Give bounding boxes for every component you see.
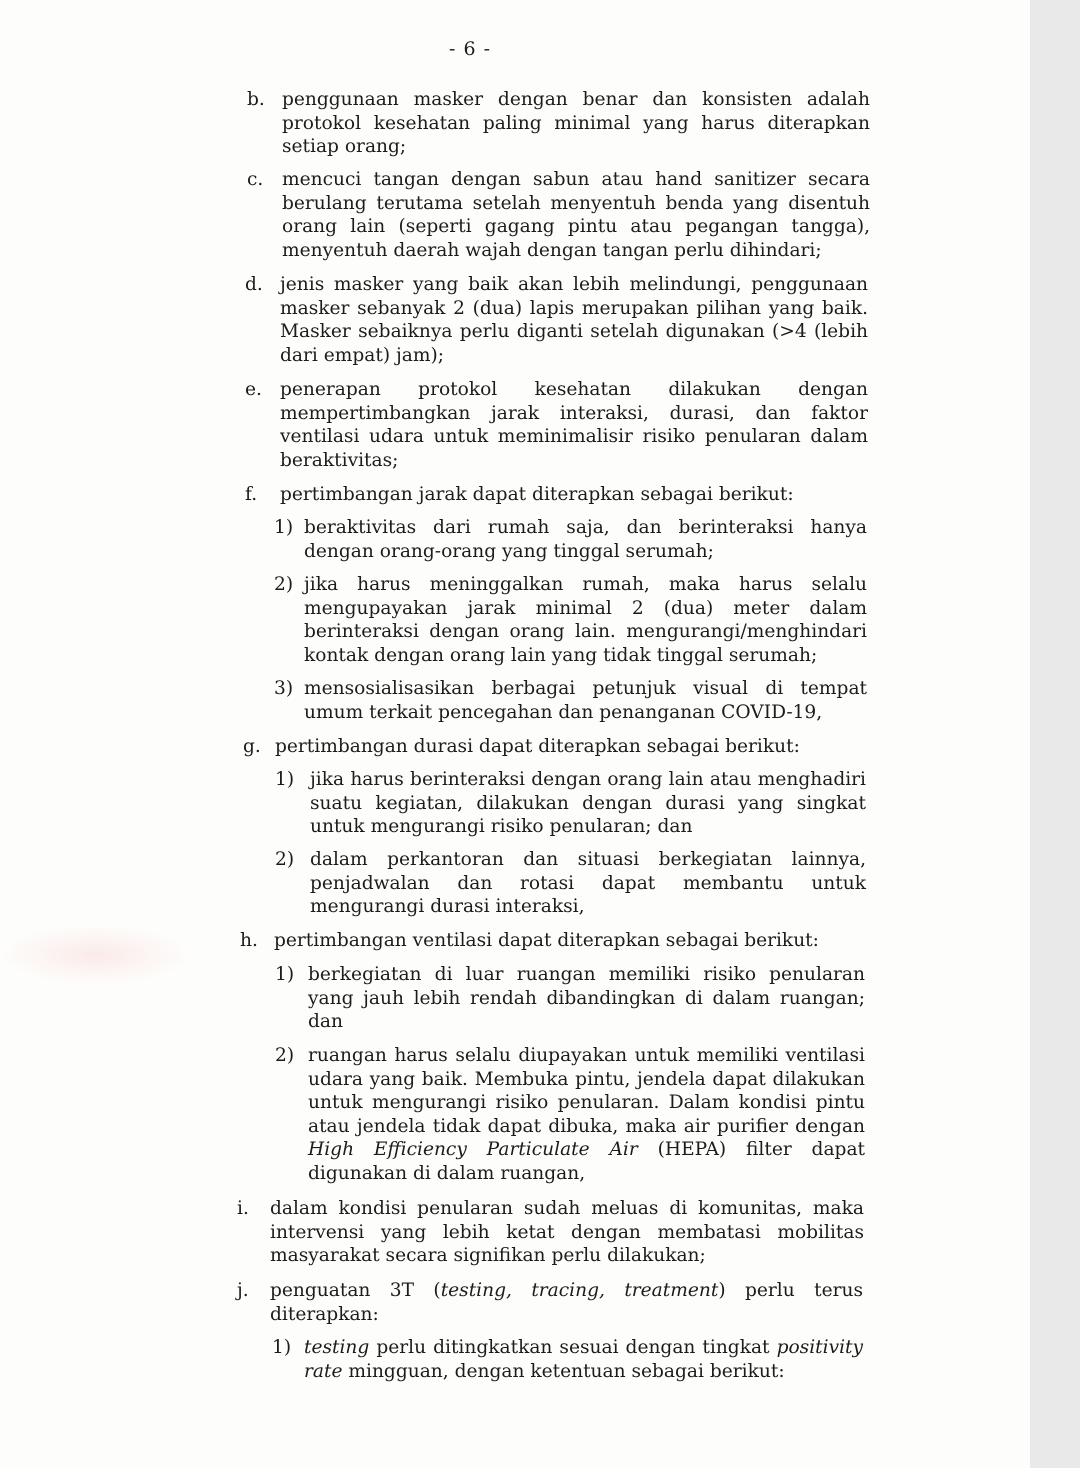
sub-item-text-italic: High Efficiency Particulate Air <box>308 1139 638 1160</box>
sub-item-f-2 <box>274 573 867 667</box>
sub-item-text-before: ruangan harus selalu diupayakan untuk memiliki ventilasi udara yang baik. Membuka pintu, jendela dapat dilakukan untuk mengurangi risiko penularan. Dalam kondisi pintu atau jendela tidak dapat dibuka, maka air purifier dengan <box>308 1045 865 1137</box>
item-text: jenis masker yang baik akan lebih melindungi, penggunaan masker sebanyak 2 (dua) lapis merupakan pilihan yang baik. Masker sebaiknya perlu diganti setelah digunakan (>4 (lebih dari empat) jam); <box>280 274 868 366</box>
item-marker: i. <box>237 1198 249 1219</box>
sub-item-italic-testing: testing <box>304 1337 370 1358</box>
sub-item-text: mensosialisasikan berbagai petunjuk visual di tempat umum terkait pencegahan dan penanganan COVID-19, <box>304 678 867 723</box>
sub-item-text-part-2: mingguan, dengan ketentuan sebagai berikut: <box>348 1360 785 1382</box>
list-item-c <box>247 168 870 262</box>
sub-item-text: beraktivitas dari rumah saja, dan berinteraksi hanya dengan orang-orang yang tinggal serumah; <box>304 517 867 562</box>
item-marker: g. <box>243 736 261 757</box>
sub-item-marker: 1) <box>275 964 295 985</box>
item-text: pertimbangan durasi dapat diterapkan sebagai berikut: <box>275 736 800 757</box>
item-marker: c. <box>247 169 264 190</box>
item-text: penggunaan masker dengan benar dan konsisten adalah protokol kesehatan paling minimal yang harus diterapkan setiap orang; <box>282 89 870 157</box>
item-text-after: ) perlu terus diterapkan: <box>270 1280 863 1325</box>
item-text: penerapan protokol kesehatan dilakukan dengan mempertimbangkan jarak interaksi, durasi, dan faktor ventilasi udara untuk meminimalisir risiko penularan dalam beraktivitas; <box>280 379 868 471</box>
sub-item-h-1 <box>275 963 865 1034</box>
sub-item-marker: 2) <box>275 849 295 870</box>
sub-item-text: jika harus meninggalkan rumah, maka harus selalu mengupayakan jarak minimal 2 (dua) meter dalam berinteraksi dengan orang lain. mengurangi/menghindari kontak dengan orang lain yang tidak tinggal serumah; <box>304 574 867 666</box>
sub-item-text-after: (HEPA) filter dapat digunakan di dalam ruangan, <box>308 1139 866 1184</box>
sub-item-italic-positivity-rate: positivity rate <box>304 1337 863 1382</box>
sub-item-g-2 <box>275 848 866 919</box>
item-text: pertimbangan ventilasi dapat diterapkan sebagai berikut: <box>274 930 819 951</box>
sub-item-text <box>308 1044 865 1185</box>
item-marker: e. <box>245 379 262 400</box>
item-marker: h. <box>240 930 258 951</box>
sub-item-j-1 <box>272 1336 863 1383</box>
list-item-f <box>245 483 868 507</box>
sub-item-marker: 2) <box>275 1045 295 1066</box>
item-marker: f. <box>245 484 258 505</box>
sub-item-g-1 <box>275 768 866 839</box>
page-edge-strip <box>1030 0 1080 1468</box>
item-marker: d. <box>245 274 263 295</box>
list-item-i <box>237 1197 864 1268</box>
sub-item-marker: 1) <box>275 769 295 790</box>
page-number: - 6 - <box>448 38 491 60</box>
list-item-h <box>240 929 865 953</box>
sub-item-marker: 1) <box>272 1337 292 1358</box>
sub-item-f-3 <box>274 677 867 724</box>
sub-item-h-2 <box>275 1044 865 1185</box>
sub-item-text: jika harus berinteraksi dengan orang lain atau menghadiri suatu kegiatan, dilakukan dengan durasi yang singkat untuk mengurangi risiko penularan; dan <box>310 769 866 837</box>
item-text-before: penguatan 3T ( <box>270 1280 441 1301</box>
item-text: pertimbangan jarak dapat diterapkan sebagai berikut: <box>280 484 794 505</box>
sub-item-marker: 3) <box>274 678 294 699</box>
item-text: dalam kondisi penularan sudah meluas di komunitas, maka intervensi yang lebih ketat dengan membatasi mobilitas masyarakat secara signifikan perlu dilakukan; <box>270 1198 864 1266</box>
item-text <box>270 1279 863 1326</box>
item-text-italic: testing, tracing, treatment <box>440 1280 719 1301</box>
list-item-d <box>245 273 868 367</box>
sub-item-marker: 1) <box>274 517 294 538</box>
list-item-b <box>247 88 870 159</box>
scan-smudge <box>0 925 190 985</box>
item-marker: j. <box>237 1280 249 1301</box>
sub-item-text: dalam perkantoran dan situasi berkegiatan lainnya, penjadwalan dan rotasi dapat membantu untuk mengurangi durasi interaksi, <box>310 849 866 917</box>
sub-item-text: berkegiatan di luar ruangan memiliki risiko penularan yang jauh lebih rendah dibandingkan di dalam ruangan; dan <box>308 964 865 1032</box>
sub-item-text <box>304 1336 863 1383</box>
list-item-e <box>245 378 868 472</box>
item-text: mencuci tangan dengan sabun atau hand sanitizer secara berulang terutama setelah menyentuh benda yang disentuh orang lain (seperti gagang pintu atau pegangan tangga), menyentuh daerah wajah dengan tangan perlu dihindari; <box>282 169 870 261</box>
sub-item-f-1 <box>274 516 867 563</box>
list-item-j <box>237 1279 863 1326</box>
sub-item-marker: 2) <box>274 574 294 595</box>
list-item-g <box>243 735 866 759</box>
item-marker: b. <box>247 89 265 110</box>
sub-item-text-part-1: perlu ditingkatkan sesuai dengan tingkat <box>376 1337 770 1358</box>
